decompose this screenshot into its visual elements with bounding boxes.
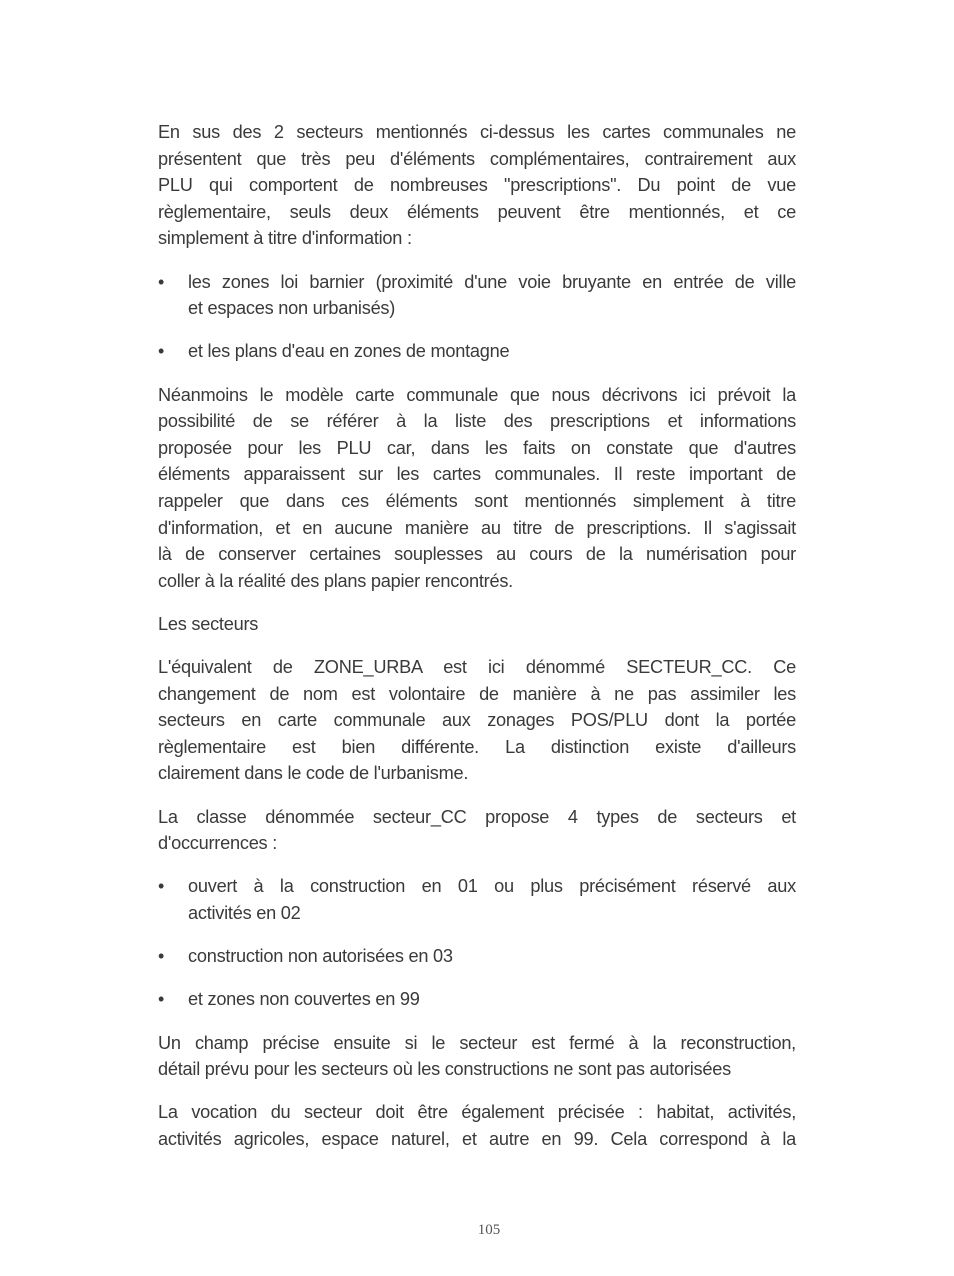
- text-line: d'occurrences :: [158, 833, 278, 854]
- text-line: règlementaire est bien différente. La distinction existe d'ailleurs: [158, 736, 796, 757]
- text-line: secteurs en carte communale aux zonages POS/PLU dont la portée: [158, 710, 796, 731]
- text-line: coller à la réalité des plans papier rencontrés.: [158, 570, 513, 591]
- page-number: 105: [477, 1222, 501, 1238]
- list-item: [158, 873, 796, 926]
- text-line: rappeler que dans ces éléments sont mentionnés simplement à titre: [158, 490, 796, 511]
- text-line: construction non autorisées en 03: [188, 946, 453, 967]
- bullet-list-types: [158, 873, 796, 1013]
- text-line: les zones loi barnier (proximité d'une voie bruyante en entrée de ville: [188, 271, 796, 292]
- text-line: Néanmoins le modèle carte communale que nous décrivons ici prévoit la: [158, 384, 796, 405]
- text-line: L'équivalent de ZONE_URBA est ici dénommé SECTEUR_CC. Ce: [158, 657, 796, 678]
- text-line: simplement à titre d'information :: [158, 228, 412, 249]
- text-line: règlementaire, seuls deux éléments peuvent être mentionnés, et ce: [158, 201, 796, 222]
- text-line: d'information, et en aucune manière au titre de prescriptions. Il s'agissait: [158, 517, 796, 538]
- text-line: détail prévu pour les secteurs où les constructions ne sont pas autorisées: [158, 1059, 731, 1080]
- document-page: [158, 119, 796, 1169]
- text-line: et les plans d'eau en zones de montagne: [188, 341, 510, 362]
- text-line: La vocation du secteur doit être également précisée : habitat, activités,: [158, 1102, 796, 1123]
- bullet-icon: •: [158, 271, 165, 292]
- list-item: [158, 269, 796, 322]
- text-line: éléments apparaissent sur les cartes communales. Il reste important de: [158, 464, 796, 485]
- bullet-icon: •: [158, 876, 165, 897]
- bullet-icon: •: [158, 989, 165, 1010]
- text-line: La classe dénommée secteur_CC propose 4 types de secteurs et: [158, 806, 796, 827]
- text-line: PLU qui comportent de nombreuses "prescriptions". Du point de vue: [158, 175, 796, 196]
- paragraph-classe: [158, 804, 796, 857]
- text-line: ouvert à la construction en 01 ou plus précisément réservé aux: [188, 876, 796, 897]
- heading-text: Les secteurs: [158, 613, 259, 634]
- bullet-list-elements: [158, 269, 796, 365]
- text-line: et zones non couvertes en 99: [188, 989, 420, 1010]
- paragraph-intro: [158, 119, 796, 252]
- text-line: En sus des 2 secteurs mentionnés ci-dessus les cartes communales ne: [158, 122, 796, 142]
- list-item: [158, 338, 796, 365]
- text-line: activités en 02: [188, 903, 301, 923]
- list-item: [158, 986, 796, 1013]
- text-line: et espaces non urbanisés): [188, 298, 396, 319]
- text-line: activités agricoles, espace naturel, et autre en 99. Cela correspond à la: [158, 1128, 796, 1149]
- bullet-icon: •: [158, 341, 165, 362]
- bullet-icon: •: [158, 946, 165, 967]
- list-item: [158, 943, 796, 970]
- section-heading: [158, 611, 796, 638]
- paragraph-champ: [158, 1030, 796, 1083]
- text-line: changement de nom est volontaire de manière à ne pas assimiler les: [158, 683, 796, 704]
- text-line: là de conserver certaines souplesses au cours de la numérisation pour: [158, 544, 796, 565]
- text-line: possibilité de se référer à la liste des prescriptions et informations: [158, 411, 796, 432]
- text-line: présentent que très peu d'éléments complémentaires, contrairement aux: [158, 148, 796, 169]
- text-line: Un champ précise ensuite si le secteur est fermé à la reconstruction,: [158, 1032, 796, 1053]
- paragraph-equivalent: [158, 654, 796, 787]
- text-line: clairement dans le code de l'urbanisme.: [158, 763, 469, 784]
- text-line: proposée pour les PLU car, dans les faits on constate que d'autres: [158, 437, 796, 458]
- paragraph-vocation: [158, 1099, 796, 1152]
- paragraph-neanmoins: [158, 382, 796, 595]
